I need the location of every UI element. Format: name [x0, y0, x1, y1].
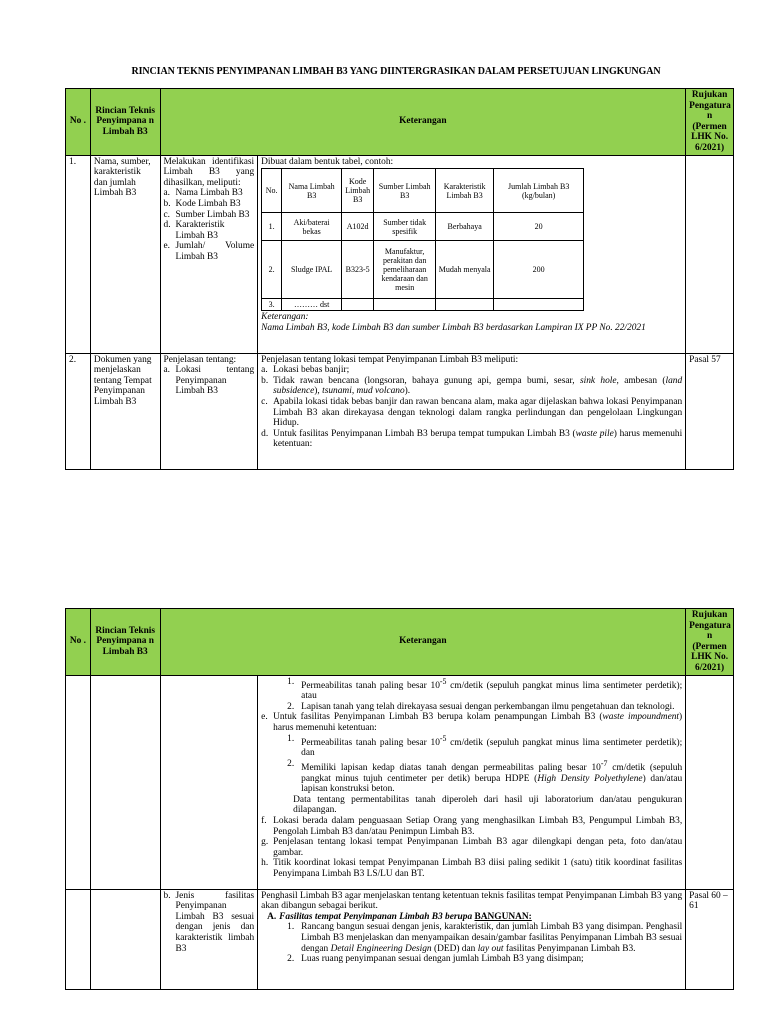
list-item: 1. Permeabilitas tanah paling besar $10^{-5}$ cm/detik (sepuluh pangkat minus lima sentimeter perdetik); dan [287, 733, 683, 759]
row1-mid-list [164, 188, 255, 262]
list-item: g. Penjelasan tentang lokasi tempat Penyimpanan Limbah B3 agar dilengkapi dengan peta, foto dan/atau gambar. [261, 837, 683, 858]
row3-keterangan [258, 675, 686, 889]
header-rujukan: Rujukan Pengatura n (Permen LHK No. 6/2021) [686, 89, 734, 156]
row1-note-label: Keterangan: [261, 312, 309, 323]
row4-section-a: A. Fasilitas tempat Penyimpanan Limbah B3 berupa BANGUNAN: [267, 911, 532, 922]
example-waste-table [261, 168, 584, 311]
header-rincian: Rincian Teknis Penyimpana n Limbah B3 [90, 89, 160, 156]
row1-ref [686, 155, 734, 353]
specification-table-2 [65, 608, 734, 990]
row2-rincian: Dokumen yang menjelaskan tentang Tempat Penyimpanan Limbah B3 [90, 353, 160, 469]
list-item: h. Titik koordinat lokasi tempat Penyimpanan Limbah B3 diisi paling sedikit 1 (satu) titik koordinat fasilitas Penyimpana Limbah B3 LS/LU dan BT. [261, 858, 683, 880]
row2-mid-intro: Penjelasan tentang: [163, 354, 237, 365]
header-keterangan: Keterangan [160, 609, 686, 676]
row4-intro: Penghasil Limbah B3 agar menjelaskan tentang ketentuan teknis fasilitas tempat Penyimpanan Limbah B3 yang akan dibangun sebagai berikut. [261, 890, 683, 912]
row1-rincian: Nama, sumber, karakteristik dan jumlah Limbah B3 [90, 155, 160, 353]
list-item: c. Sumber Limbah B3 [163, 209, 250, 220]
table-row: 1. Aki/baterai bekas A102d Sumber tidak spesifik Berbahaya 20 [262, 213, 584, 241]
row3-data-note: Data tentang permentabilitas tanah diperoleh dari hasil uji laboratorium dan/atau pengukuran dilapangan. [293, 794, 683, 816]
specification-table-1 [65, 88, 734, 470]
example-head-jumlah: Jumlah Limbah B3 (kg/bulan) [494, 169, 584, 213]
row2-ref: Pasal 57 [686, 353, 734, 469]
table-row: 2. Sludge IPAL B323-5 Manufaktur, perakitan dan pemeliharaan kendaraan dan mesin Mudah menyala 200 [262, 241, 584, 299]
list-item: 1. Permeabilitas tanah paling besar $10^{-5}$ cm/detik (sepuluh pangkat minus lima sentimeter perdetik); atau [287, 676, 683, 702]
list-item: d. Untuk fasilitas Penyimpanan Limbah B3 berupa tempat tumpukan Limbah B3 (waste pile) harus memenuhi ketentuan: [261, 428, 683, 450]
table-row: 3. ……… dst [262, 299, 584, 311]
row4-mid [160, 889, 258, 989]
list-item: c. Apabila lokasi tidak bebas banjir dan rawan bencana alam, maka agar dijelaskan bahwa lokasi Penyimpanan Limbah B3 akan direkayasa dengan teknologi dalam rangka perlindungan dan pengelolaan Lingkungan Hidup. [261, 396, 683, 429]
header-rujukan: Rujukan Pengatura n (Permen LHK No. 6/2021) [686, 609, 734, 676]
row1-mid-intro: Melakukan identifikasi Limbah B3 yang dihasilkan, meliputi: [163, 156, 255, 188]
list-item: b. Tidak rawan bencana (longsoran, bahaya gunung api, gempa bumi, sesar, sink hole, ambesan (land subsidence), tsunami, mud volcano). [261, 375, 683, 397]
list-item: 2. Lapisan tanah yang telah direkayasa sesuai dengan perkembangan ilmu pengetahuan dan teknologi. [287, 701, 675, 712]
example-head-sumber: Sumber Limbah B3 [374, 169, 436, 213]
row4-ref: Pasal 60 – 61 [686, 889, 734, 989]
list-item: a. Lokasi tentang Penyimpanan Limbah B3 [163, 365, 255, 397]
row1-mid [160, 155, 258, 353]
list-item: d. Karakteristik Limbah B3 [163, 220, 225, 241]
list-item: b. Jenis fasilitas Penyimpanan Limbah B3 sesuai dengan jenis dan karakteristik limbah B3 [163, 890, 255, 954]
row2-no: 2. [66, 353, 91, 469]
list-item: e. Untuk fasilitas Penyimpanan Limbah B3 berupa kolam penampungan Limbah B3 (waste impoundment) harus memenuhi ketentuan: 1. Permeabilitas tanah paling besar $10^{-5}$ cm/detik (sepuluh pangkat minus lima sentimeter perdetik); dan 2. Memiliki lapisan kedap diatas tanah dengan permeabilitas paling besar $10^{-7}$ cm/detik (sepuluh pangkat minus tujuh centimeter per detik) berupa HDPE (High Density Polyethylene) dan/atau lapisan konstruksi beton. Data tentang permentabilitas tanah diperoleh dari hasil uji laboratorium dan/atau pengukuran dilapangan. [261, 712, 683, 816]
row1-no: 1. [66, 155, 91, 353]
row2-intro: Penjelasan tentang lokasi tempat Penyimpanan Limbah B3 meliputi: [261, 354, 519, 365]
document-title: RINCIAN TEKNIS PENYIMPANAN LIMBAH B3 YANG DIINTERGRASIKAN DALAM PERSETUJUAN LINGKUNGAN [131, 66, 661, 77]
header-no: No . [66, 609, 91, 676]
example-head-nama: Nama Limbah B3 [282, 169, 342, 213]
list-item: f. Lokasi berada dalam penguasaan Setiap Orang yang menghasilkan Limbah B3, Pengumpul Limbah B3, Pengolah Limbah B3 dan/atau Penimpun Limbah B3. [261, 816, 683, 837]
example-head-karakteristik: Karakteristik Limbah B3 [436, 169, 494, 213]
row1-keterangan [258, 155, 686, 353]
header-rincian: Rincian Teknis Penyimpana n Limbah B3 [90, 609, 160, 676]
header-no: No . [66, 89, 91, 156]
row1-intro: Dibuat dalam bentuk tabel, contoh: [261, 156, 394, 167]
row2-keterangan [258, 353, 686, 469]
example-head-kode: Kode Limbah B3 [342, 169, 374, 213]
list-item: a. Nama Limbah B3 [163, 188, 243, 199]
example-head-no: No. [262, 169, 282, 213]
header-keterangan: Keterangan [160, 89, 686, 156]
row1-note-text: Nama Limbah B3, kode Limbah B3 dan sumber Limbah B3 berdasarkan Lampiran IX PP No. 22/2021 [261, 322, 646, 333]
list-item: e. Jumlah/ Volume Limbah B3 [163, 241, 255, 262]
list-item: 2. Memiliki lapisan kedap diatas tanah dengan permeabilitas paling besar $10^{-7}$ cm/detik (sepuluh pangkat minus tujuh centimeter per detik) berupa HDPE (High Density Polyethylene) dan/atau lapisan konstruksi beton. [287, 758, 683, 795]
row2-mid [160, 353, 258, 469]
list-item: 1. Rancang bangun sesuai dengan jenis, karakteristik, dan jumlah Limbah B3 yang disimpan. Penghasil Limbah B3 menjelaskan dan menyampaikan desain/gambar fasilitas Penyimpanan Limbah B3 sesuai dengan Detail Engineering Design (DED) dan lay out fasilitas Penyimpanan Limbah B3. [287, 922, 683, 954]
row4-keterangan [258, 889, 686, 989]
list-item: 2. Luas ruang penyimpanan sesuai dengan jumlah Limbah B3 yang disimpan; [287, 954, 584, 965]
list-item: a. Lokasi bebas banjir; [261, 365, 350, 376]
list-item: b. Kode Limbah B3 [163, 198, 241, 209]
